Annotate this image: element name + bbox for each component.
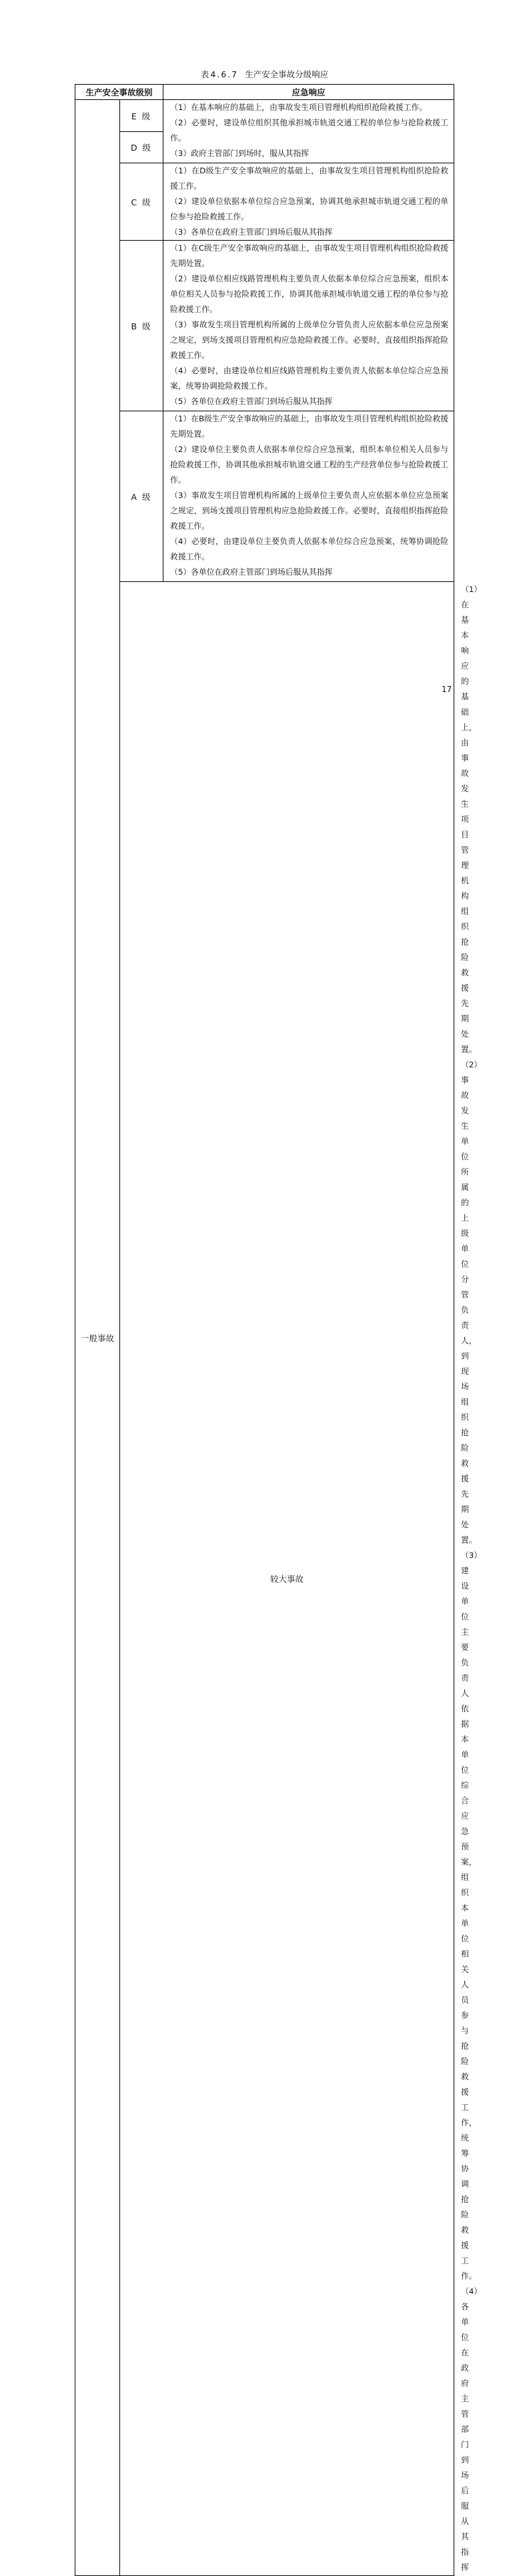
response-item: （1）在C级生产安全事故响应的基础上，由事故发生项目管理机构组织抢险救援先期处置。 — [170, 243, 449, 268]
response-item: （3）各单位在政府主管部门到场后服从其指挥 — [170, 227, 333, 237]
table-caption — [0, 69, 529, 80]
response-item: （3）事故发生项目管理机构所属的上级单位主要负责人应依据本单位应急预案之规定，到场支援项目管理机构应急抢险救援工作。必要时，直接组织指挥抢险救援工作。 — [170, 491, 449, 531]
response-item: （5）各单位在政府主管部门到场后服从其指挥 — [170, 397, 333, 406]
table-row — [75, 411, 454, 582]
page-number: 17 — [442, 685, 452, 694]
level-b: B 级 — [120, 241, 163, 411]
response-item: （1）在D级生产安全事故响应的基础上，由事故发生项目管理机构组织抢险救援工作。 — [170, 166, 449, 191]
response-item: （2）建设单位依据本单位综合应急预案，协调其他承担城市轨道交通工程的单位参与抢险救援工作。 — [170, 197, 449, 221]
header-row — [75, 85, 454, 100]
table-number: 表4.6.7 — [200, 69, 239, 79]
response-item: （1）在基本响应的基础上，由事故发生项目管理机构组织抢险救援工作。 — [170, 103, 428, 112]
level-e: E 级 — [120, 100, 163, 132]
response-item: （5）各单位在政府主管部门到场后服从其指挥 — [170, 567, 333, 577]
response-item: （4）必要时，由建设单位主要负责人依据本单位综合应急预案，统筹协调抢险救援工作。 — [170, 537, 449, 561]
response-item: （3）政府主管部门到场时，服从其指挥 — [170, 149, 310, 158]
level-c: C 级 — [120, 163, 163, 241]
level-a: A 级 — [120, 411, 163, 582]
table-row — [75, 163, 454, 241]
table-row — [75, 100, 454, 132]
response-item: （2）建设单位主要负责人依据本单位综合应急预案，组织本单位相关人员参与抢险救援工作，协调其他承担城市轨道交通工程的生产经营单位参与抢险救援工作。 — [170, 445, 449, 485]
response-table — [75, 84, 482, 2576]
response-item: （3）事故发生项目管理机构所属的上级单位分管负责人应依据本单位应急预案之规定，到场支援项目管理机构应急抢险救援工作。必要时，直接组织指挥抢险救援工作。 — [170, 320, 449, 360]
response-a — [163, 411, 454, 582]
category-general: 一般事故 — [75, 100, 120, 2576]
table-row: 较大事故 （1）在基本响应的基础上，由事故发生项目管理机构组织抢险救援先期处置。 （2）事故发生单位所属的上级单位分管负责人，到现场组织抢险救援先期处置。 （3）建设单位主要负责人依据本单位综合应急预案，组织本单位相关人员参与抢险救援工作，统筹协调抢险救援工作。 （4）各单位在政府主管部门到场后服从其指挥 — [75, 582, 454, 2576]
header-level: 生产安全事故级别 — [75, 85, 163, 100]
response-item: （4）必要时，由建设单位相应线路管理机构主要负责人依据本单位综合应急预案，统筹协调抢险救援工作。 — [170, 366, 449, 391]
response-item: （2）必要时，建设单位组织其他承担城市轨道交通工程的单位参与抢险救援工作。 — [170, 118, 449, 143]
response-item: （1）在B级生产安全事故响应的基础上，由事故发生项目管理机构组织抢险救援先期处置。 — [170, 414, 449, 439]
table-title: 生产安全事故分级响应 — [245, 69, 329, 79]
header-response: 应急响应 — [163, 85, 454, 100]
level-d: D 级 — [120, 132, 163, 163]
response-b — [163, 241, 454, 411]
table-row — [75, 241, 454, 411]
category-major: 较大事故 — [120, 582, 454, 2576]
response-item: （2）建设单位相应线路管理机构主要负责人依据本单位综合应急预案，组织本单位相关人员参与抢险救援工作，协调其他承担城市轨道交通工程的单位参与抢险救援工作。 — [170, 274, 449, 314]
response-c — [163, 163, 454, 241]
response-ed — [163, 100, 454, 163]
